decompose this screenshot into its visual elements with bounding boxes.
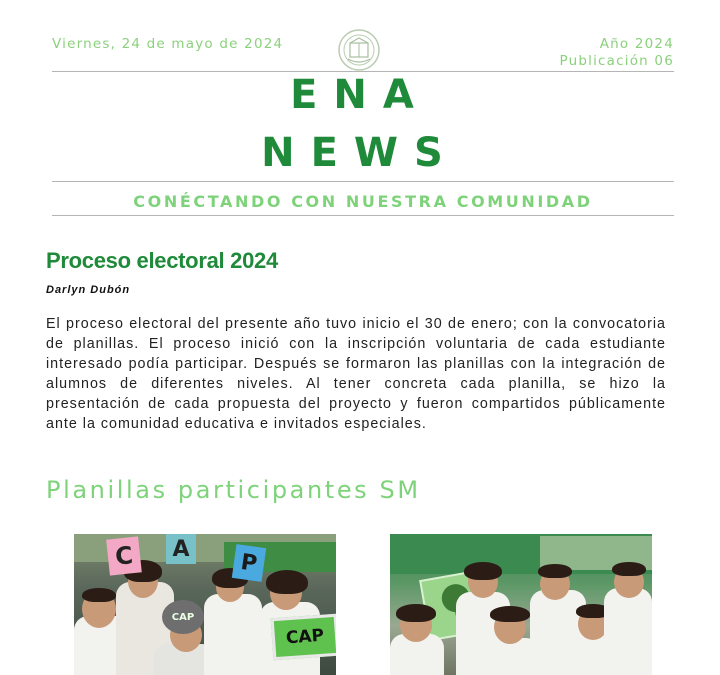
sign-letter-a: A	[166, 534, 196, 564]
sign-cap-round: CAP	[162, 600, 204, 634]
tagline-rule-bottom	[52, 215, 674, 216]
tagline: CONÉCTANDO CON NUESTRA COMUNIDAD	[133, 192, 593, 211]
sign-cap-green: CAP	[271, 614, 336, 661]
article-body: El proceso electoral del presente año tuvo inicio el 30 de enero; con la convocatoria de planillas. El proceso inició con la inscripción voluntaria de cada estudiante interesado podía participar. Después se formaron las planillas con la integración de alumnos de diferentes niveles. Al tener concreta cada planilla, se hizo la presentación de cada propuesta del proyecto y fueron compartidos públicamente ante la comunidad educativa e invitados especiales.	[46, 316, 666, 432]
article-title: Proceso electoral 2024	[46, 248, 278, 273]
student-hair	[464, 562, 502, 580]
masthead-line2: NEWS	[261, 130, 459, 176]
student-shirt	[604, 588, 652, 675]
sign-letter-p: P	[232, 544, 266, 582]
sign-letter-c: C	[106, 536, 142, 575]
issue-year: Año 2024	[599, 36, 674, 52]
photo-students-cap	[74, 534, 336, 675]
student-hair	[82, 588, 116, 602]
issue-meta	[560, 36, 674, 70]
issue-number: Publicación 06	[559, 53, 674, 69]
student-shirt	[204, 594, 262, 675]
student-hair	[612, 562, 646, 576]
section-title: Planillas participantes SM	[46, 476, 421, 504]
student-hair	[396, 604, 436, 622]
issue-date: Viernes, 24 de mayo de 2024	[52, 36, 284, 52]
photo-students-tree	[390, 534, 652, 675]
masthead-line1: ENA	[290, 72, 430, 118]
student-hair	[490, 606, 530, 622]
header-bar	[48, 28, 674, 72]
student-hair	[266, 570, 308, 594]
student-hair	[538, 564, 572, 578]
article-author: Darlyn Dubón	[46, 284, 131, 296]
tagline-rule-top	[52, 181, 674, 182]
school-seal-logo	[338, 28, 380, 72]
